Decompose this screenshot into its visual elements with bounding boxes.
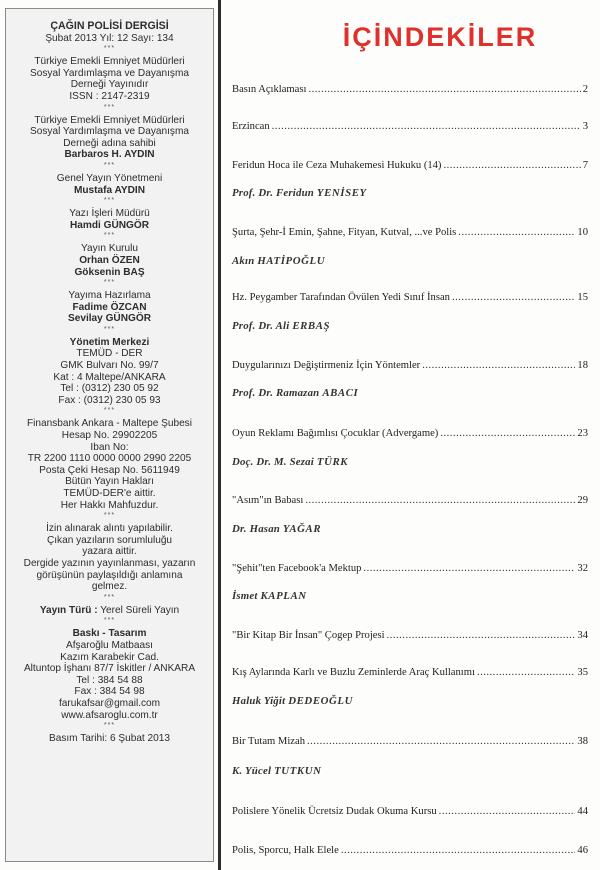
toc-entry[interactable] (232, 563, 588, 578)
owner-line: Derneği adına sahibi (63, 137, 156, 149)
publication-type-label: Yayın Türü : (39, 604, 98, 616)
notice-line: İzin alınarak alıntı yapılabilir. (46, 523, 173, 535)
toc-entry-page: 44 (577, 806, 588, 817)
toc-entry-page: 46 (577, 845, 588, 856)
leader-dots (443, 160, 580, 171)
bank-line: Finansbank Ankara - Maltepe Şubesi (27, 418, 192, 430)
toc-entry-page: 38 (577, 736, 588, 747)
toc-author (232, 387, 358, 399)
print-date: Basım Tarihi: 6 Şubat 2013 (48, 733, 170, 745)
separator: *** (103, 407, 116, 415)
bank-line: Hesap No. 29902205 (61, 430, 158, 442)
leader-dots (308, 84, 580, 95)
author-first: Prof. Dr. Feridun (232, 187, 314, 199)
toc-author (232, 456, 348, 468)
issue-line: Şubat 2013 Yıl: 12 Sayı: 134 (45, 32, 174, 44)
bank-line: Iban No: (90, 441, 129, 453)
notice-line: yazara aittir. (82, 546, 137, 558)
author-first: K. Yücel (232, 765, 272, 777)
toc-entry[interactable] (232, 736, 588, 751)
author-first: Prof. Dr. Ali (232, 320, 290, 332)
toc-entry[interactable] (232, 428, 588, 443)
toc-entry-title: "Şehit"ten Facebook'a Mektup (232, 563, 362, 574)
toc-entry-page: 15 (577, 292, 588, 303)
author-first: İsmet (232, 590, 258, 602)
author-last: YENİSEY (316, 187, 367, 199)
board-title: Yayın Kurulu (80, 243, 139, 255)
leader-dots (307, 736, 575, 747)
leader-dots (477, 667, 575, 678)
toc-author (232, 320, 330, 332)
toc-entry[interactable] (232, 121, 588, 136)
toc-entry-title: Şurta, Şehr-İ Emin, Şahne, Fityan, Kutval, ...ve Polis (232, 227, 457, 238)
prep-member: Sevilay GÜNGÖR (67, 313, 152, 325)
print-title: Baskı - Tasarım (72, 628, 147, 640)
leader-dots (440, 428, 575, 439)
toc-entry-title: Bir Tutam Mizah (232, 736, 305, 747)
separator: *** (103, 512, 116, 520)
separator: *** (103, 617, 116, 625)
author-first: Haluk Yiğit (232, 695, 286, 707)
print-line: Kazım Karabekir Cad. (60, 651, 159, 663)
toc-entry-title: Oyun Reklamı Bağımlısı Çocuklar (Advergame) (232, 428, 439, 439)
print-line: Altuntop İşhanı 87/7 İskitler / ANKARA (23, 663, 196, 675)
toc-entry-page: 23 (577, 428, 588, 439)
table-of-contents (232, 0, 588, 870)
gm-title: Genel Yayın Yönetmeni (56, 172, 163, 184)
author-last: TUTKUN (274, 765, 322, 777)
print-email: farukafsar@gmail.com (58, 697, 161, 709)
leader-dots (272, 121, 581, 132)
author-first: Prof. Dr. Ramazan (232, 387, 320, 399)
toc-entry[interactable] (232, 160, 588, 175)
author-first: Dr. Hasan (232, 523, 281, 535)
toc-entry-page: 35 (577, 667, 588, 678)
toc-entry-page: 7 (582, 160, 588, 171)
toc-entry-title: Kış Aylarında Karlı ve Buzlu Zeminlerde Araç Kullanımı (232, 667, 475, 678)
notice-line: Dergide yazının yayınlanması, yazarın (23, 557, 196, 569)
toc-author (232, 523, 321, 535)
toc-entry-title: Duygularınızı Değiştirmeniz İçin Yöntemler (232, 360, 421, 371)
toc-entry-title: Erzincan (232, 121, 270, 132)
prep-member: Fadime ÖZCAN (72, 301, 147, 313)
office-line: GMK Bulvarı No. 99/7 (60, 360, 159, 372)
toc-author (232, 695, 353, 707)
author-last: YAĞAR (282, 523, 322, 535)
leader-dots (341, 845, 576, 856)
office-line: Kat : 4 Maltepe/ANKARA (53, 371, 166, 383)
toc-title: İÇİNDEKİLER (342, 22, 538, 52)
issn-line: ISSN : 2147-2319 (69, 90, 150, 102)
print-line: Afşaroğlu Matbaası (66, 639, 153, 651)
toc-entry[interactable] (232, 667, 588, 682)
print-phone: Tel : 384 54 88 (76, 674, 143, 686)
separator: *** (103, 593, 116, 601)
toc-entry[interactable] (232, 630, 588, 645)
leader-dots (458, 227, 575, 238)
toc-entry[interactable] (232, 84, 588, 99)
editor-name: Hamdi GÜNGÖR (69, 219, 150, 231)
office-fax: Fax : (0312) 230 05 93 (58, 394, 161, 406)
author-last: ERBAŞ (292, 320, 331, 332)
author-last: HATİPOĞLU (257, 255, 326, 267)
author-first: Akın (232, 255, 255, 267)
toc-author (232, 765, 322, 777)
separator: *** (103, 279, 116, 287)
toc-entry[interactable] (232, 806, 588, 821)
rights-line: Her Hakkı Mahfuzdur. (60, 499, 159, 511)
masthead-column (5, 8, 214, 862)
separator: *** (103, 722, 116, 730)
leader-dots (387, 630, 576, 641)
toc-author (232, 590, 307, 602)
rights-line: TEMÜD-DER'e aittir. (63, 488, 156, 499)
toc-entry-page: 18 (577, 360, 588, 371)
print-fax: Fax : 384 54 98 (74, 686, 145, 698)
owner-line: Türkiye Emekli Emniyet Müdürleri (34, 114, 185, 126)
author-last: ABACI (322, 387, 359, 399)
separator: *** (103, 161, 116, 169)
publication-type-value: Yerel Süreli Yayın (100, 604, 180, 616)
toc-entry-title: "Bir Kitap Bir İnsan" Çogep Projesi (232, 630, 385, 641)
editor-title: Yazı İşleri Müdürü (69, 208, 150, 220)
toc-author (232, 187, 367, 199)
iban-line: TR 2200 1110 0000 0000 2990 2205 (27, 453, 192, 465)
publication-type (6, 605, 213, 617)
gm-name: Mustafa AYDIN (73, 184, 146, 196)
leader-dots (422, 360, 575, 371)
bank-line: Posta Çeki Hesap No. 5611949 (39, 464, 180, 476)
separator: *** (103, 325, 116, 333)
toc-author (232, 255, 325, 267)
publisher-line: Sosyal Yardımlaşma ve Dayanışma (30, 67, 189, 79)
office-title: Yönetim Merkezi (69, 336, 150, 348)
toc-entry[interactable] (232, 495, 588, 510)
owner-line: Sosyal Yardımlaşma ve Dayanışma (30, 126, 189, 138)
board-member: Orhan ÖZEN (79, 254, 140, 266)
toc-entry-page: 3 (582, 121, 588, 132)
column-divider (218, 0, 221, 870)
separator: *** (103, 45, 116, 53)
author-last: TÜRK (316, 456, 349, 468)
publisher-line: Derneği Yayınıdır (70, 79, 149, 91)
magazine-name: ÇAĞIN POLİSİ DERGİSİ (50, 20, 169, 32)
toc-entry-title: Basın Açıklaması (232, 84, 307, 95)
toc-entry[interactable] (232, 360, 588, 375)
toc-entry-page: 2 (582, 84, 588, 95)
author-last: DEDEOĞLU (288, 695, 354, 707)
toc-entry-page: 32 (577, 563, 588, 574)
owner-name: Barbaros H. AYDIN (64, 149, 155, 161)
author-first: Doç. Dr. M. Sezai (232, 456, 314, 468)
leader-dots (305, 495, 575, 506)
toc-entry-title: Feridun Hoca ile Ceza Muhakemesi Hukuku (14) (232, 160, 442, 171)
toc-entry[interactable] (232, 227, 588, 242)
rights-line: Bütün Yayın Hakları (65, 476, 154, 488)
office-phone: Tel : (0312) 230 05 92 (60, 383, 159, 395)
separator: *** (103, 232, 116, 240)
toc-entry-page: 10 (577, 227, 588, 238)
separator: *** (103, 197, 116, 205)
board-member: Göksenin BAŞ (74, 266, 145, 278)
toc-entry-title: Hz. Peygamber Tarafından Övülen Yedi Sınıf İnsan (232, 292, 450, 303)
toc-entry-title: "Asım"ın Babası (232, 495, 304, 506)
notice-line: gelmez. (91, 581, 128, 593)
toc-entry-title: Polislere Yönelik Ücretsiz Dudak Okuma Kursu (232, 806, 437, 817)
office-line: TEMÜD - DER (76, 348, 143, 360)
prep-title: Yayıma Hazırlama (68, 290, 151, 302)
toc-entry-page: 34 (577, 630, 588, 641)
leader-dots (452, 292, 575, 303)
author-last: KAPLAN (260, 590, 307, 602)
toc-entry[interactable] (232, 845, 588, 860)
toc-entry-page: 29 (577, 495, 588, 506)
print-website: www.afsaroglu.com.tr (61, 709, 158, 721)
notice-line: Çıkan yazıların sorumluluğu (46, 534, 173, 546)
toc-entry[interactable] (232, 292, 588, 307)
publisher-line: Türkiye Emekli Emniyet Müdürleri (34, 56, 185, 68)
separator: *** (103, 103, 116, 111)
toc-entry-title: Polis, Sporcu, Halk Elele (232, 845, 339, 856)
notice-line: görüşünün paylaşıldığı anlamına (36, 569, 183, 581)
leader-dots (439, 806, 576, 817)
leader-dots (363, 563, 575, 574)
